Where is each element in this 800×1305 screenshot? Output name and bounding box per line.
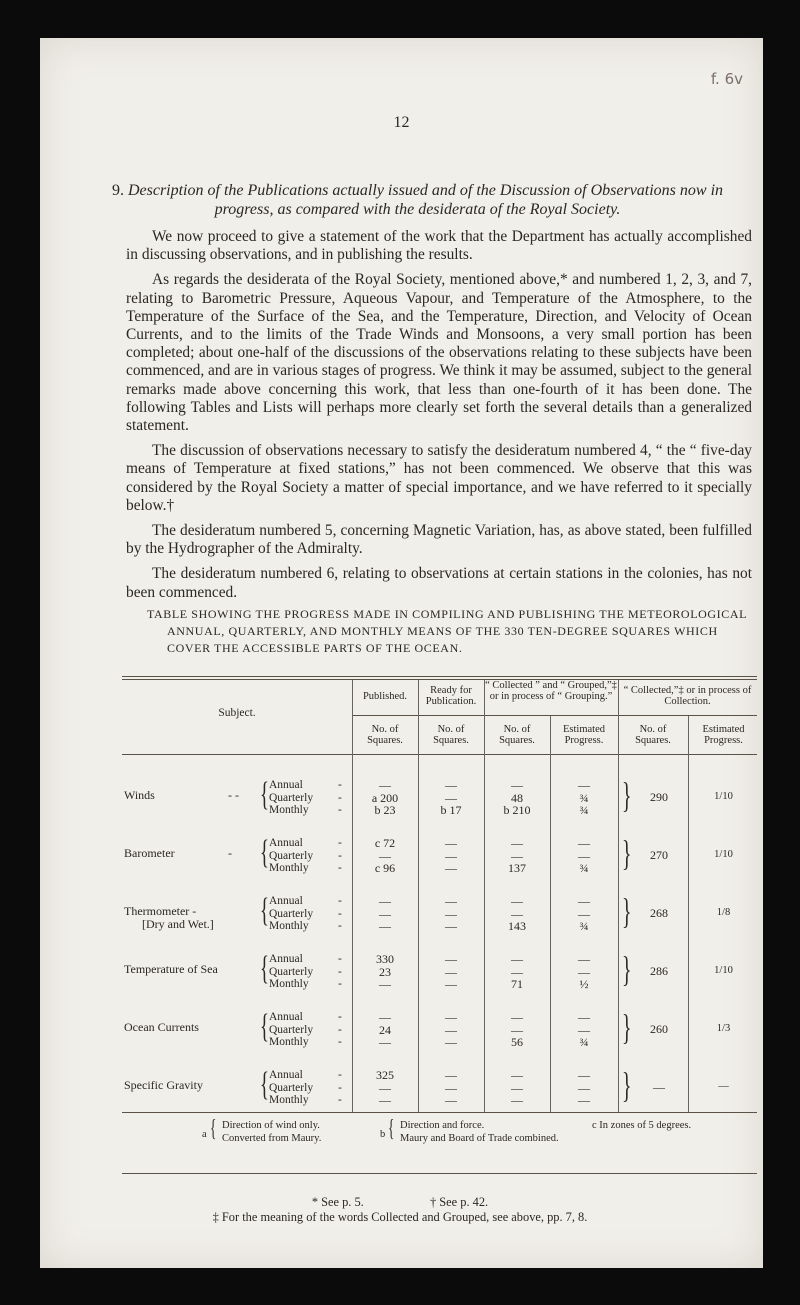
body-text [126, 228, 752, 609]
published-cell: — [379, 1093, 391, 1108]
period-label: Annual [269, 837, 303, 849]
row-subject: Ocean Currents [124, 1020, 199, 1034]
grouped-cell: — [511, 1010, 523, 1024]
row-collected-brace: } [622, 891, 632, 931]
header-published: Published. [362, 691, 408, 702]
period-label: Quarterly [269, 849, 314, 862]
grouped-cell: — [511, 1022, 523, 1037]
grouped-cell: — [511, 906, 523, 921]
ready-cell: — [445, 790, 457, 805]
column-divider [688, 716, 689, 1112]
period-dash: - [338, 849, 342, 862]
grouped_progress-cell: — [578, 1093, 590, 1108]
period-label: Annual [269, 779, 303, 791]
header-subject: Subject. [218, 707, 256, 719]
grouped_progress-cell: — [578, 848, 590, 863]
published-cell: — [379, 848, 391, 863]
row-subject-extra: [Dry and Wet.] [142, 917, 214, 931]
period-dash: - [338, 1011, 342, 1023]
section-number: 9. [111, 182, 124, 199]
row-collected-brace: } [622, 1007, 632, 1047]
ready-cell: — [445, 977, 457, 992]
grouped-cell: — [511, 1080, 523, 1095]
ready-cell: — [445, 778, 457, 792]
period-dash: - [338, 1036, 342, 1049]
collected-squares-cell: — [653, 1080, 665, 1094]
paragraph: The desideratum numbered 6, relating to observations at certain stations in the colonies, has not been commenced. [126, 565, 752, 601]
published-cell: 23 [379, 964, 391, 979]
grouped_progress-cell: — [578, 952, 590, 966]
row-collected-brace: } [622, 1065, 632, 1105]
row-subject: Thermometer - [124, 904, 197, 918]
period-label: Monthly [269, 1036, 309, 1049]
paragraph: As regards the desiderata of the Royal Society, mentioned above,* and numbered 1, 2, 3, and 7, relating to Barometric Pressure, Aqueous Vapour, and Temperature of the Atmosphere, to the Temperature of the Surface of the Sea, and the Temperature, Direction, and Velocity of Ocean Currents, and to the limits of the Trade Winds and Monsoons, a very small portion has been completed; about one-half of the discussions of the observations relating to these subjects have been commenced, and are in various stages of progress. We think it may be assumed, subject to the general remarks made above concerning this work, that less than one-fourth of it has been done. The following Tables and Lists will perhaps more clearly set forth the several details than a generalized statement. [126, 271, 752, 435]
period-dash: - [338, 862, 342, 875]
period-label: Annual [269, 1069, 303, 1081]
note-b-line: Direction and force. [400, 1120, 485, 1131]
ready-cell: — [445, 1093, 457, 1108]
header-estimated-progress: Estimated Progress. [702, 724, 745, 746]
row-collected-brace: } [622, 949, 632, 989]
row-subject: Winds [124, 788, 155, 802]
period-label: Monthly [269, 862, 309, 875]
footnotes [80, 1195, 720, 1225]
table-top-rule [122, 676, 757, 677]
collected-progress-cell: 1/10 [714, 791, 733, 802]
ready-cell: b 17 [440, 803, 462, 818]
published-cell: — [379, 1010, 391, 1024]
column-divider [618, 680, 619, 1112]
grouped-cell: 137 [508, 861, 526, 876]
period-dash: - [338, 804, 342, 817]
published-cell: — [379, 919, 391, 934]
period-label: Annual [269, 1011, 303, 1023]
published-cell: — [379, 977, 391, 992]
document-page [40, 38, 763, 1268]
period-label: Quarterly [269, 791, 314, 804]
note-b-brace: { [388, 1116, 395, 1142]
period-dash: - [338, 907, 342, 920]
period-label: Quarterly [269, 1023, 314, 1036]
period-label: Quarterly [269, 1081, 314, 1094]
footnote-line [80, 1195, 720, 1210]
row-brace: { [260, 834, 269, 871]
period-label: Monthly [269, 804, 309, 817]
collected-squares-cell: 268 [650, 906, 668, 920]
period-dash: - [338, 978, 342, 991]
ready-cell: — [445, 1035, 457, 1050]
grouped_progress-cell: — [578, 964, 590, 979]
ready-cell: — [445, 1080, 457, 1095]
header-collected: “ Collected,”‡ or in process of Collection. [623, 685, 752, 707]
section-heading [110, 181, 725, 219]
published-cell: c 72 [374, 836, 396, 850]
collected-squares-cell: 270 [650, 848, 668, 862]
grouped-cell: 56 [511, 1035, 523, 1050]
header-no-squares: No. of Squares. [367, 724, 403, 746]
period-dash: - [338, 1023, 342, 1036]
note-c: c In zones of 5 degrees. [592, 1120, 692, 1131]
progress-table [122, 676, 757, 1176]
period-dash: - [338, 953, 342, 965]
note-b-letter: b [380, 1129, 386, 1140]
period-dash: - [338, 965, 342, 978]
row-subject: Specific Gravity [124, 1078, 203, 1092]
published-cell: — [379, 894, 391, 908]
grouped-cell: b 210 [503, 803, 531, 818]
grouped_progress-cell: ¾ [579, 1035, 589, 1050]
ready-cell: — [445, 1010, 457, 1024]
published-cell: c 96 [374, 861, 396, 876]
published-cell: — [379, 778, 391, 792]
grouped-cell: — [511, 848, 523, 863]
grouped-cell: — [511, 952, 523, 966]
published-cell: a 200 [371, 790, 399, 805]
grouped_progress-cell: — [578, 778, 590, 792]
ready-cell: — [445, 861, 457, 876]
grouped_progress-cell: — [578, 1080, 590, 1095]
row-brace: { [260, 892, 269, 929]
header-bottom-rule [122, 754, 757, 755]
header-mid-rule [352, 715, 757, 716]
period-dash: - [338, 1081, 342, 1094]
collected-progress-cell: — [718, 1081, 729, 1092]
period-dash: - [338, 920, 342, 933]
grouped-cell: — [511, 836, 523, 850]
folio-mark: f. 6v [710, 70, 743, 88]
table-bottom-rule [122, 1112, 757, 1113]
period-label: Monthly [269, 920, 309, 933]
collected-progress-cell: 1/10 [714, 965, 733, 976]
footnote-dagger: † See p. 42. [430, 1195, 489, 1209]
note-b-line: Maury and Board of Trade combined. [400, 1133, 559, 1144]
footnote-star: * See p. 5. [311, 1195, 364, 1209]
header-no-squares: No. of Squares. [499, 724, 535, 746]
collected-squares-cell: 286 [650, 964, 668, 978]
published-cell: 330 [376, 952, 394, 966]
ready-cell: — [445, 919, 457, 934]
row-brace: { [260, 950, 269, 987]
grouped-cell: — [511, 1093, 523, 1108]
period-dash: - [338, 791, 342, 804]
table-top-rule-double [122, 679, 757, 680]
paragraph: We now proceed to give a statement of the work that the Department has actually accomplished in discussing observations, and in publishing the results. [126, 228, 752, 264]
grouped_progress-cell: — [578, 894, 590, 908]
ready-cell: — [445, 906, 457, 921]
published-cell: 325 [376, 1068, 394, 1082]
period-label: Monthly [269, 978, 309, 991]
note-a-line: Direction of wind only. [222, 1120, 320, 1131]
collected-progress-cell: 1/8 [716, 907, 731, 918]
period-label: Quarterly [269, 907, 314, 920]
collected-squares-cell: 260 [650, 1022, 668, 1036]
footnote-double-dagger: ‡ For the meaning of the words Collected and Grouped, see above, pp. 7, 8. [212, 1210, 588, 1224]
grouped-cell: — [511, 964, 523, 979]
ready-cell: — [445, 1068, 457, 1082]
page-number: 12 [393, 114, 410, 131]
published-cell: — [379, 1080, 391, 1095]
note-a-line: Converted from Maury. [222, 1133, 322, 1144]
grouped-cell: — [511, 1068, 523, 1082]
ready-cell: — [445, 964, 457, 979]
published-cell: 24 [379, 1022, 391, 1037]
grouped_progress-cell: ½ [579, 977, 589, 992]
collected-progress-cell: 1/3 [716, 1023, 731, 1034]
period-dash: - [338, 1069, 342, 1081]
section-title: Description of the Publications actually issued and of the Discussion of Observations now in progress, as compared with the desiderata of the Royal Society. [127, 182, 724, 218]
grouped_progress-cell: — [578, 1010, 590, 1024]
period-dash: - [338, 779, 342, 791]
grouped-cell: 71 [511, 977, 523, 992]
row-subject-extra: - - [228, 788, 239, 802]
collected-squares-cell: 290 [650, 790, 668, 804]
header-no-squares: No. of Squares. [433, 724, 469, 746]
period-label: Monthly [269, 1094, 309, 1107]
grouped_progress-cell: — [578, 1022, 590, 1037]
table-caption: TABLE SHOWING THE PROGRESS MADE IN COMPILING AND PUBLISHING THE METEOROLOGICAL ANNUAL, QUARTERLY, AND MONTHLY MEANS OF THE 330 TEN-DEGREE SQUARES WHICH COVER THE ACCESSIBLE PARTS OF THE OCEAN. [147, 607, 747, 655]
grouped-cell: 48 [511, 790, 523, 805]
grouped_progress-cell: — [578, 836, 590, 850]
grouped_progress-cell: ¾ [579, 861, 589, 876]
period-label: Quarterly [269, 965, 314, 978]
row-brace: { [260, 1066, 269, 1103]
period-dash: - [338, 837, 342, 849]
grouped_progress-cell: ¾ [579, 803, 589, 818]
row-collected-brace: } [622, 775, 632, 815]
period-dash: - [338, 895, 342, 907]
published-cell: — [379, 1035, 391, 1050]
grouped_progress-cell: — [578, 1068, 590, 1082]
ready-cell: — [445, 894, 457, 908]
collected-progress-cell: 1/10 [714, 849, 733, 860]
grouped_progress-cell: ¾ [579, 919, 589, 934]
ready-cell: — [445, 848, 457, 863]
row-brace: { [260, 776, 269, 813]
published-cell: — [379, 906, 391, 921]
paragraph: The desideratum numbered 5, concerning Magnetic Variation, has, as above stated, been fulfilled by the Hydrographer of the Admiralty. [126, 522, 752, 558]
row-brace: { [260, 1008, 269, 1045]
note-a-brace: { [210, 1116, 217, 1142]
notes-bottom-rule [122, 1173, 757, 1174]
paragraph: The discussion of observations necessary to satisfy the desideratum numbered 4, “ the “ five-day means of Temperature at fixed stations,” has not been commenced. We observe that this was considered by the Royal Society a matter of special importance, and we have referred to it specially below.† [126, 442, 752, 514]
row-subject: Temperature of Sea [124, 962, 218, 976]
note-a-letter: a [202, 1129, 207, 1140]
ready-cell: — [445, 952, 457, 966]
header-no-squares: No. of Squares. [635, 724, 671, 746]
row-collected-brace: } [622, 833, 632, 873]
published-cell: b 23 [374, 803, 396, 818]
header-estimated-progress: Estimated Progress. [563, 724, 605, 746]
period-dash: - [338, 1094, 342, 1107]
header-grouped: “ Collected ” and “ Grouped,”‡ or in process of “ Grouping.” [485, 680, 617, 702]
grouped-cell: — [511, 894, 523, 908]
grouped-cell: — [511, 778, 523, 792]
ready-cell: — [445, 1022, 457, 1037]
grouped_progress-cell: ¾ [579, 790, 589, 805]
grouped_progress-cell: — [578, 906, 590, 921]
period-label: Annual [269, 895, 303, 907]
ready-cell: — [445, 836, 457, 850]
row-subject-extra: - [228, 846, 232, 860]
grouped-cell: 143 [508, 919, 526, 934]
row-subject: Barometer [124, 846, 175, 860]
period-label: Annual [269, 953, 303, 965]
header-ready: Ready for Publication. [425, 685, 477, 707]
